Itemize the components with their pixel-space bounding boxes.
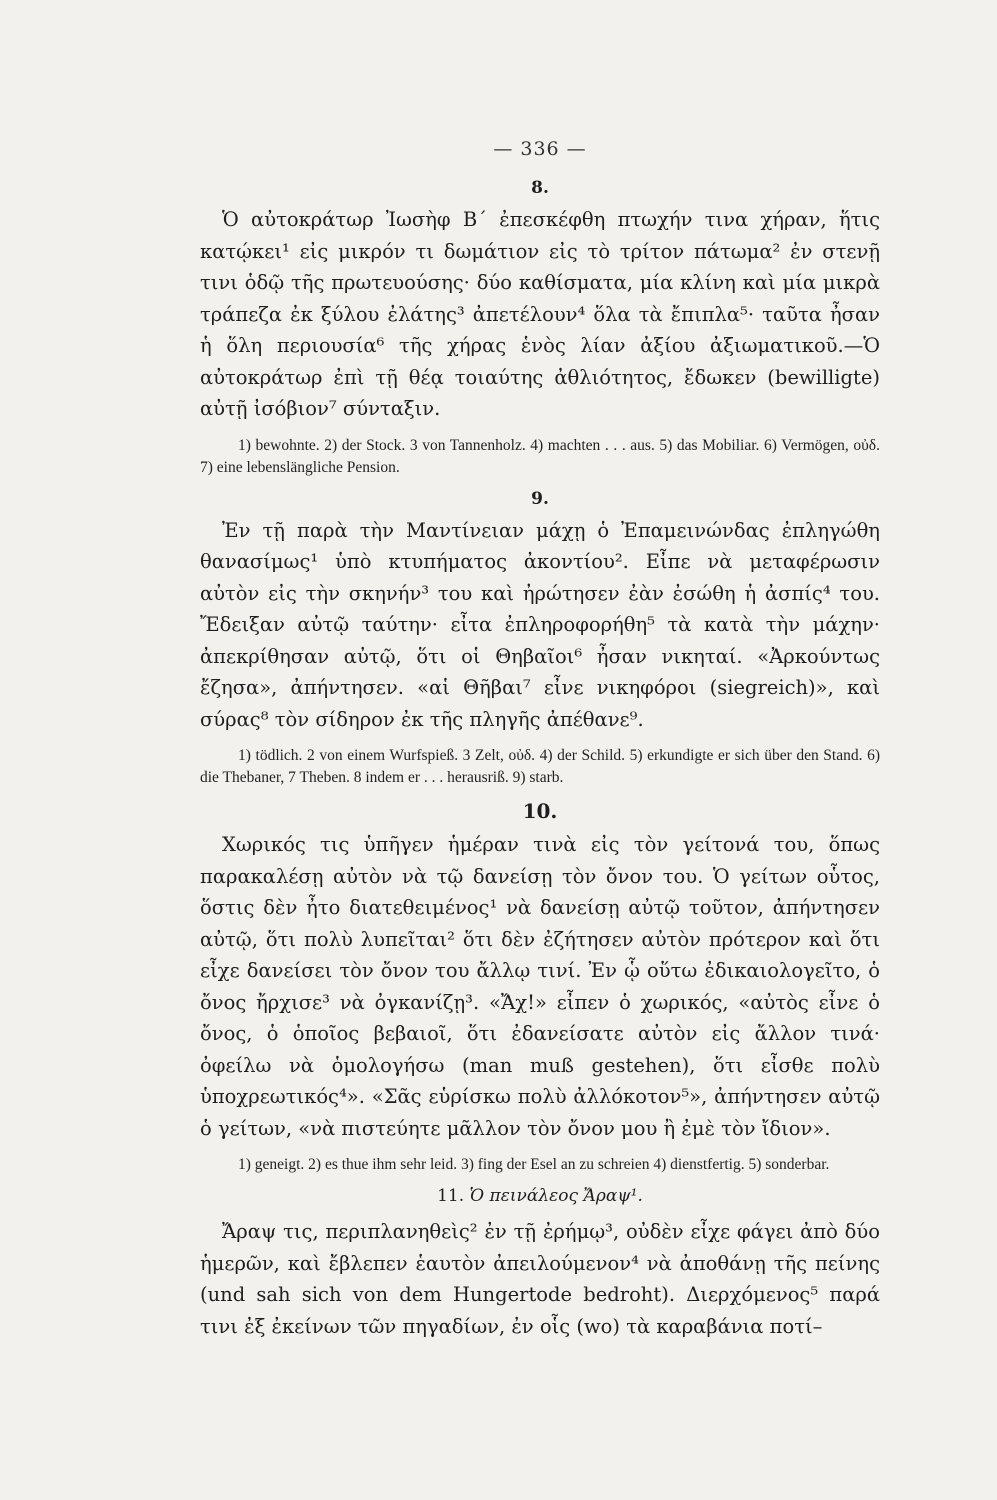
section-8 bbox=[200, 178, 880, 479]
footnotes: 1) tödlich. 2 von einem Wurfspieß. 3 Zelt, οὐδ. 4) der Schild. 5) erkundigte er sich über den Stand. 6) die Thebaner, 7 Theben. 8 indem er . . . herausriß. 9) starb. bbox=[200, 747, 880, 786]
footnotes: 1) geneigt. 2) es thue ihm sehr leid. 3) fing der Esel an zu schreien 4) dienstfertig. 5) sonderbar. bbox=[238, 1156, 830, 1173]
section-9 bbox=[200, 489, 880, 790]
section-10 bbox=[200, 799, 880, 1176]
section-number: 8. bbox=[531, 178, 549, 198]
section-number: 10. bbox=[522, 799, 558, 823]
section-number: 11. bbox=[437, 1186, 465, 1206]
section-11 bbox=[200, 1186, 880, 1342]
section-text: Χωρικός τις ὑπῆγεν ἡμέραν τινὰ εἰς τὸν γείτονά του, ὅπως παρακαλέσῃ αὐτὸν νὰ τῷ δανείσῃ τὸν ὄνον του. Ὁ γείτων οὗτος, ὅστις δὲν ἦτο διατεθειμένος¹ νὰ δανείσῃ αὐτῷ τοῦτον, ἀπήντησεν αὐτῷ, ὅτι πολὺ λυπεῖται² ὅτι δὲν ἐζήτησεν αὐτὸν πρότερον καὶ ὅτι εἶχε δανείσει τὸν ὄνον του ἄλλῳ τινί. Ἐν ᾧ οὕτω ἐδικαιολογεῖτο, ὁ ὄνος ἤρχισε³ νὰ ὀγκανίζῃ³. «Ἄχ!» εἶπεν ὁ χωρικός, «αὐτὸς εἶνε ὁ ὄνος, ὁ ὁποῖος βεβαιοῖ, ὅτι ἐδανείσατε αὐτὸν εἰς ἄλλον τινά· ὀφείλω νὰ ὁμολογήσω (man muß gestehen), ὅτι εἶσθε πολὺ ὑποχρεωτικός⁴». «Σᾶς εὑρίσκω πολὺ ἀλλόκοτον⁵», ἀπήντησεν αὐτῷ ὁ γείτων, «νὰ πιστεύητε μᾶλλον τὸν ὄνον μου ἢ ἐμὲ τὸν ἴδιον». bbox=[200, 833, 880, 1140]
section-text: Ὁ αὐτοκράτωρ Ἰωσὴφ Β΄ ἐπεσκέφθη πτωχήν τινα χήραν, ἥτις κατῴκει¹ εἰς μικρόν τι δωμάτιον εἰς τὸ τρίτον πάτωμα² ἐν στενῇ τινι ὁδῷ τῆς πρωτευούσης· δύο καθίσματα, μία κλίνη καὶ μία μικρὰ τράπεζα ἐκ ξύλου ἐλάτης³ ἀπετέλουν⁴ ὅλα τὰ ἔπιπλα⁵· ταῦτα ἦσαν ἡ ὅλη περιουσία⁶ τῆς χήρας ἑνὸς λίαν ἀξίου ἀξιωματικοῦ.—Ὁ αὐτοκράτωρ ἐπὶ τῇ θέᾳ τοιαύτης ἀθλιότητος, ἔδωκεν (bewilligte) αὐτῇ ἰσόβιον⁷ σύνταξιν. bbox=[200, 208, 880, 420]
section-title: Ὁ πεινάλεος Ἄραψ¹. bbox=[469, 1186, 643, 1206]
page bbox=[200, 138, 880, 1342]
section-text: Ἄραψ τις, περιπλανηθεὶς² ἐν τῇ ἐρήμῳ³, οὐδὲν εἶχε φάγει ἀπὸ δύο ἡμερῶν, καὶ ἔβλεπεν ἑαυτὸν ἀπειλούμενον⁴ νὰ ἀποθάνῃ τῆς πείνης (und sah sich von dem Hungertode bedroht). Διερχόμενος⁵ παρά τινι ἐξ ἐκείνων τῶν πηγαδίων, ἐν οἷς (wo) τὰ καραβάνια ποτί– bbox=[200, 1220, 880, 1338]
section-text: Ἐν τῇ παρὰ τὴν Μαντίνειαν μάχῃ ὁ Ἐπαμεινώνδας ἐπληγώθη θανασίμως¹ ὑπὸ κτυπήματος ἀκοντίου². Εἶπε νὰ μεταφέρωσιν αὐτὸν εἰς τὴν σκηνήν³ του καὶ ἠρώτησεν ἐὰν ἐσώθη ἡ ἀσπίς⁴ του. Ἔδειξαν αὐτῷ ταύτην· εἶτα ἐπληροφορήθη⁵ τὰ κατὰ τὴν μάχην· ἀπεκρίθησαν αὐτῷ, ὅτι οἱ Θηβαῖοι⁶ ἦσαν νικηταί. «Ἀρκούντως ἔζησα», ἀπήντησεν. «αἱ Θῆβαι⁷ εἶνε νικηφόροι (siegreich)», καὶ σύρας⁸ τὸν σίδηρον ἐκ τῆς πληγῆς ἀπέθανε⁹. bbox=[200, 518, 880, 731]
section-heading bbox=[200, 1186, 880, 1206]
page-number: — 336 — bbox=[493, 138, 587, 160]
footnotes: 1) bewohnte. 2) der Stock. 3 von Tannenholz. 4) machten . . . aus. 5) das Mobiliar. 6) Vermögen, οὐδ. 7) eine lebenslängliche Pension. bbox=[200, 436, 880, 476]
section-number: 9. bbox=[531, 488, 549, 509]
